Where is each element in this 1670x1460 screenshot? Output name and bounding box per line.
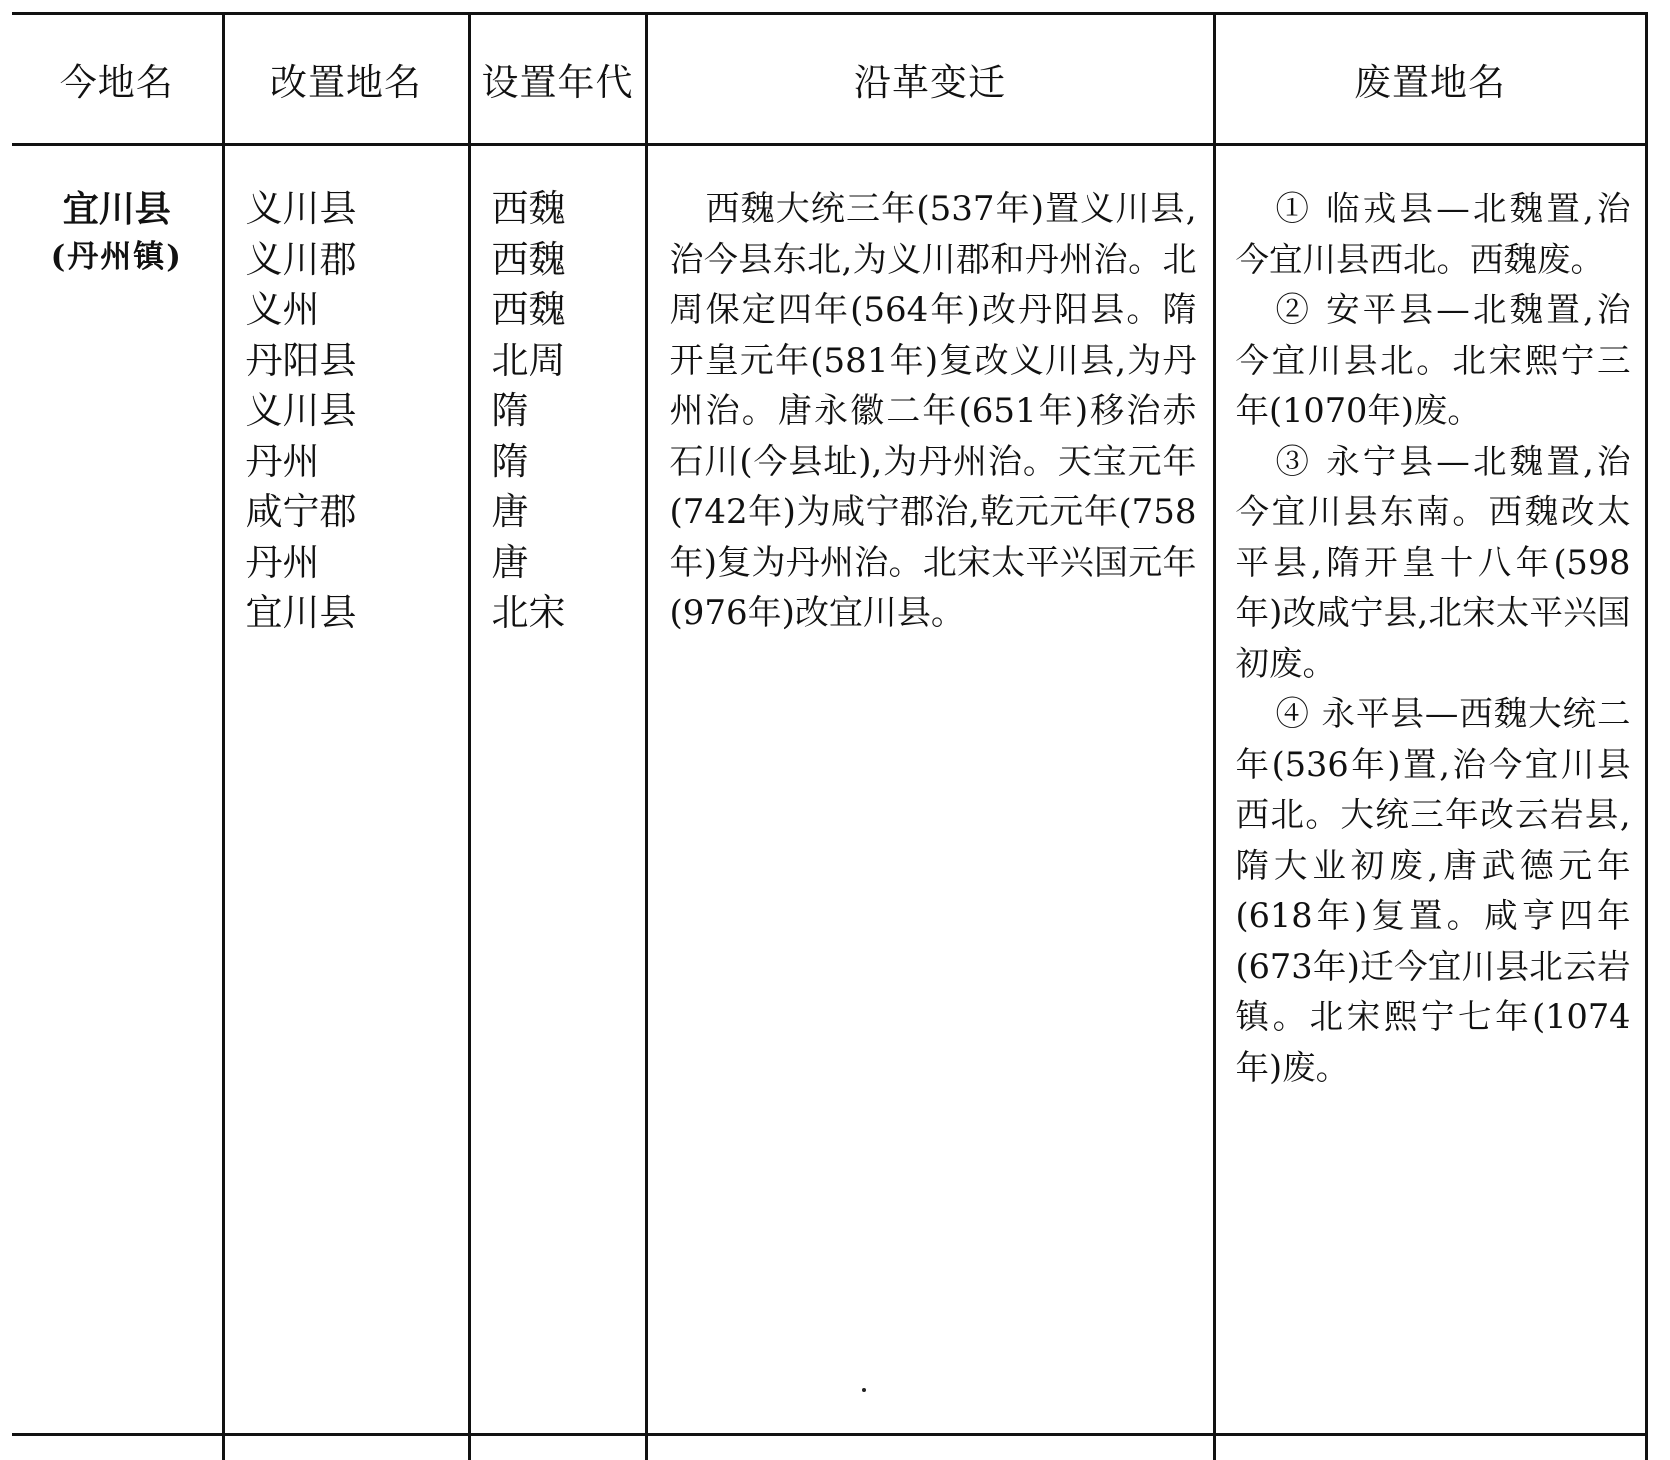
stub-cell <box>646 1435 1214 1460</box>
renamed-name-item: 咸宁郡 <box>246 487 467 538</box>
table-header-row <box>12 14 1646 145</box>
header-abolished-name: 废置地名 <box>1214 14 1646 145</box>
era-item: 隋 <box>492 386 644 437</box>
gazetteer-table <box>12 12 1648 1460</box>
era-item: 西魏 <box>492 235 644 286</box>
evolution-text: 西魏大统三年(537年)置义川县,治今县东北,为义川郡和丹州治。北周保定四年(564年)改丹阳县。隋开皇元年(581年)复改义川县,为丹州治。唐永徽二年(651年)移治赤石川(今县址),为丹州治。天宝元年(742年)为咸宁郡治,乾元元年(758年)复为丹州治。北宋太平兴国元年(976年)改宜川县。 <box>670 184 1197 639</box>
header-current-name: 今地名 <box>12 14 223 145</box>
table-row <box>12 145 1646 1435</box>
table-row-next-stub <box>12 1435 1646 1460</box>
renamed-name-item: 宜川县 <box>246 588 467 639</box>
header-renamed-name: 改置地名 <box>223 14 469 145</box>
scan-speck <box>862 1388 866 1392</box>
abolished-entry: ② 安平县—北魏置,治今宜川县北。北宋熙宁三年(1070年)废。 <box>1236 285 1631 437</box>
cell-evolution <box>646 145 1214 1435</box>
renamed-name-item: 义川郡 <box>246 235 467 286</box>
era-item: 西魏 <box>492 184 644 235</box>
renamed-name-item: 义州 <box>246 285 467 336</box>
current-seat-name: (丹州镇) <box>13 234 221 280</box>
header-evolution: 沿革变迁 <box>646 14 1214 145</box>
abolished-entry: ③ 永宁县—北魏置,治今宜川县东南。西魏改太平县,隋开皇十八年(598年)改咸宁县,北宋太平兴国初废。 <box>1236 437 1631 690</box>
renamed-name-item: 丹州 <box>246 538 467 589</box>
header-established-era: 设置年代 <box>469 14 646 145</box>
eras-list <box>472 184 644 639</box>
renamed-name-item: 丹州 <box>246 437 467 488</box>
renamed-names-list <box>226 184 467 639</box>
stub-cell <box>1214 1435 1646 1460</box>
current-county-name: 宜川县 <box>13 184 221 234</box>
era-item: 唐 <box>492 538 644 589</box>
era-item: 北周 <box>492 336 644 387</box>
cell-eras <box>469 145 646 1435</box>
era-item: 唐 <box>492 487 644 538</box>
cell-current-name <box>12 145 223 1435</box>
stub-cell <box>12 1435 223 1460</box>
era-item: 西魏 <box>492 285 644 336</box>
renamed-name-item: 义川县 <box>246 386 467 437</box>
era-item: 隋 <box>492 437 644 488</box>
era-item: 北宋 <box>492 588 644 639</box>
abolished-entry: ④ 永平县—西魏大统二年(536年)置,治今宜川县西北。大统三年改云岩县,隋大业初废,唐武德元年(618年)复置。咸亨四年(673年)迁今宜川县北云岩镇。北宋熙宁七年(1074年)废。 <box>1236 689 1631 1093</box>
stub-cell <box>223 1435 469 1460</box>
abolished-entry: ① 临戎县—北魏置,治今宜川县西北。西魏废。 <box>1236 184 1631 285</box>
cell-abolished-names <box>1214 145 1646 1435</box>
stub-cell <box>469 1435 646 1460</box>
renamed-name-item: 义川县 <box>246 184 467 235</box>
renamed-name-item: 丹阳县 <box>246 336 467 387</box>
cell-renamed-names <box>223 145 469 1435</box>
